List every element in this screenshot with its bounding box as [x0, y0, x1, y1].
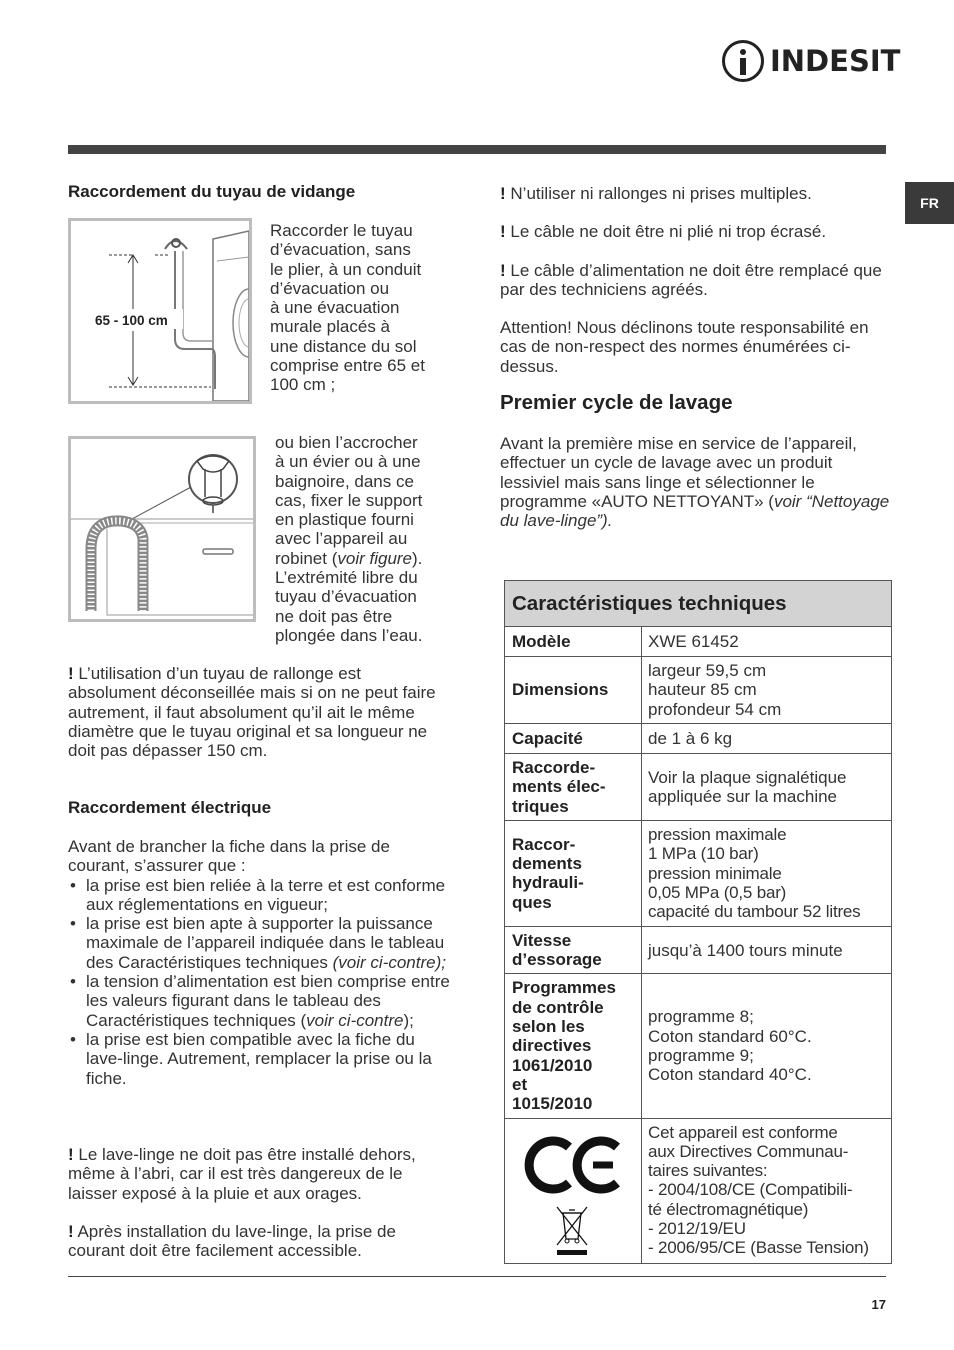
list-item: • la prise est bien compatible avec la fiche du lave-linge. Autrement, remplacer la prise ou la fiche. [68, 1030, 454, 1088]
warning-mark: ! [68, 1222, 74, 1241]
spec-label: Dimensions [505, 657, 642, 724]
indesit-i-icon [722, 40, 764, 82]
table-row [505, 657, 892, 724]
drain-text-2-line: baignoire, dans ce [275, 471, 414, 491]
spec-label: Capacité [505, 724, 642, 754]
table-row [505, 820, 892, 926]
drain-text-2-line: robinet (voir figure). [275, 548, 423, 568]
drain-text-2-line: tuyau d’évacuation [275, 587, 417, 607]
disclaimer: Attention! Nous déclinons toute responsabilité en cas de non-respect des normes énumérées ci-dessus. [500, 318, 869, 376]
ce-mark-icon [505, 1119, 641, 1259]
specs-table [504, 580, 892, 1264]
electrical-checklist [68, 876, 454, 1088]
list-item: • la prise est bien reliée à la terre et est conforme aux réglementations en vigueur; [68, 876, 454, 915]
spec-label: Programmes de contrôle selon les directives 1061/2010 et 1015/2010 [505, 974, 642, 1118]
drain-text-1-line: le plier, à un conduit [270, 259, 422, 279]
spec-value: pression maximale 1 MPa (10 bar) pression minimale 0,05 MPa (0,5 bar) capacité du tambour 52 litres [642, 820, 892, 926]
outdoor-warning: ! Le lave-linge ne doit pas être installé dehors, même à l’abri, car il est très dangereux de le laisser exposé à la pluie et aux orages. [68, 1145, 416, 1203]
warning-cable: ! Le câble ne doit être ni plié ni trop écrasé. [500, 222, 827, 241]
table-row [505, 926, 892, 974]
drain-text-1-line: comprise entre 65 et [270, 356, 425, 376]
warning-mark: ! [500, 222, 506, 241]
spec-label: Raccor- dements hydrauli- ques [505, 820, 642, 926]
spec-value: XWE 61452 [642, 627, 892, 657]
warning-extensions: ! N’utiliser ni rallonges ni prises multiples. [500, 184, 812, 203]
list-item: • la tension d’alimentation est bien comprise entre les valeurs figurant dans le tableau des Caractéristiques techniques (voir ci-contre); [68, 972, 454, 1030]
drain-text-1-line: 100 cm ; [270, 375, 336, 395]
top-rule [68, 145, 886, 154]
drain-text-2-line: plongée dans l’eau. [275, 625, 423, 645]
drain-text-2-line: cas, fixer le support [275, 490, 423, 510]
drain-text-2-line: en plastique fourni [275, 510, 414, 530]
table-row [505, 1118, 892, 1263]
drain-text-2-line: à un évier ou à une [275, 452, 421, 472]
access-warning: ! Après installation du lave-linge, la prise de courant doit être facilement accessible. [68, 1222, 396, 1261]
drain-text-1-line: murale placés à [270, 317, 391, 337]
drain-text-1-line: Raccorder le tuyau [270, 221, 413, 240]
drain-height-figure [68, 218, 252, 404]
drain-text-2-line: ne doit pas être [275, 606, 393, 626]
spec-label: Modèle [505, 627, 642, 657]
warning-mark: ! [500, 184, 506, 203]
language-tab: FR [905, 182, 954, 224]
warning-mark: ! [68, 664, 74, 683]
drain-text-1-line: d’évacuation ou [270, 278, 390, 298]
drain-heading: Raccordement du tuyau de vidange [68, 182, 356, 201]
spec-value: jusqu’à 1400 tours minute [642, 926, 892, 974]
table-row [505, 724, 892, 754]
electrical-heading: Raccordement électrique [68, 798, 272, 817]
electrical-section [68, 837, 454, 1088]
ce-compliance-text: Cet appareil est conforme aux Directives Communau- taires suivantes: - 2004/108/CE (Compatibili- té électromagnétique) - 2012/19/EU - 2006/95/CE (Basse Tension) [642, 1118, 892, 1263]
drain-height-illustration [71, 221, 249, 401]
warning-mark: ! [68, 1145, 74, 1164]
warning-mark: ! [500, 261, 506, 280]
drain-text-1-line: à une évacuation [270, 298, 400, 318]
indesit-logo [722, 40, 900, 82]
spec-value: largeur 59,5 cm hauteur 85 cm profondeur 54 cm [642, 657, 892, 724]
table-row [505, 627, 892, 657]
list-item: • la prise est bien apte à supporter la puissance maximale de l’appareil indiquée dans le tableau des Caractéristiques techniques (voir ci-contre); [68, 914, 454, 972]
weee-bin-icon [557, 1207, 587, 1255]
drain-text-2-line: L’extrémité libre du [275, 568, 418, 588]
sink-hook-figure [68, 436, 256, 622]
spec-value: Voir la plaque signalétique appliquée sur la machine [642, 754, 892, 821]
specs-table-title: Caractéristiques techniques [505, 581, 892, 627]
brand-name: INDESIT [770, 44, 901, 78]
drain-text-1-line: d’évacuation, sans [270, 240, 411, 260]
drain-text-1-line: une distance du sol [270, 336, 417, 356]
spec-value: programme 8; Coton standard 60°C. programme 9; Coton standard 40°C. [642, 974, 892, 1118]
drain-text-1 [270, 221, 455, 395]
extension-warning: ! L’utilisation d’un tuyau de rallonge est absolument déconseillée mais si on ne peut faire autrement, il faut absolument qu’il ait le même diamètre que le tuyau original et sa longueur ne doit pas dépasser 150 cm. [68, 664, 436, 761]
electrical-intro: Avant de brancher la fiche dans la prise de courant, s’assurer que : [68, 837, 390, 876]
first-cycle-heading: Premier cycle de lavage [500, 391, 733, 414]
table-row [505, 974, 892, 1118]
height-range-label: 65 - 100 cm [95, 313, 168, 328]
sink-hook-illustration [71, 439, 253, 619]
bottom-rule [68, 1276, 886, 1277]
ce-marks-cell [505, 1118, 642, 1263]
page-number: 17 [871, 1297, 886, 1312]
spec-label: Vitesse d’essorage [505, 926, 642, 974]
drain-text-2 [275, 433, 455, 645]
spec-label: Raccorde- ments élec- triques [505, 754, 642, 821]
table-row [505, 754, 892, 821]
spec-value: de 1 à 6 kg [642, 724, 892, 754]
drain-text-2-line: avec l’appareil au [275, 529, 408, 549]
drain-text-2-line: ou bien l’accrocher [275, 433, 418, 452]
first-cycle-text: Avant la première mise en service de l’appareil, effectuer un cycle de lavage avec un produit lessiviel mais sans linge et sélectionner le programme «AUTO NETTOYANT» (voir “Nettoyage du lave-linge”). [500, 434, 890, 531]
warning-replacement: ! Le câble d’alimentation ne doit être remplacé que par des techniciens agréés. [500, 261, 882, 300]
